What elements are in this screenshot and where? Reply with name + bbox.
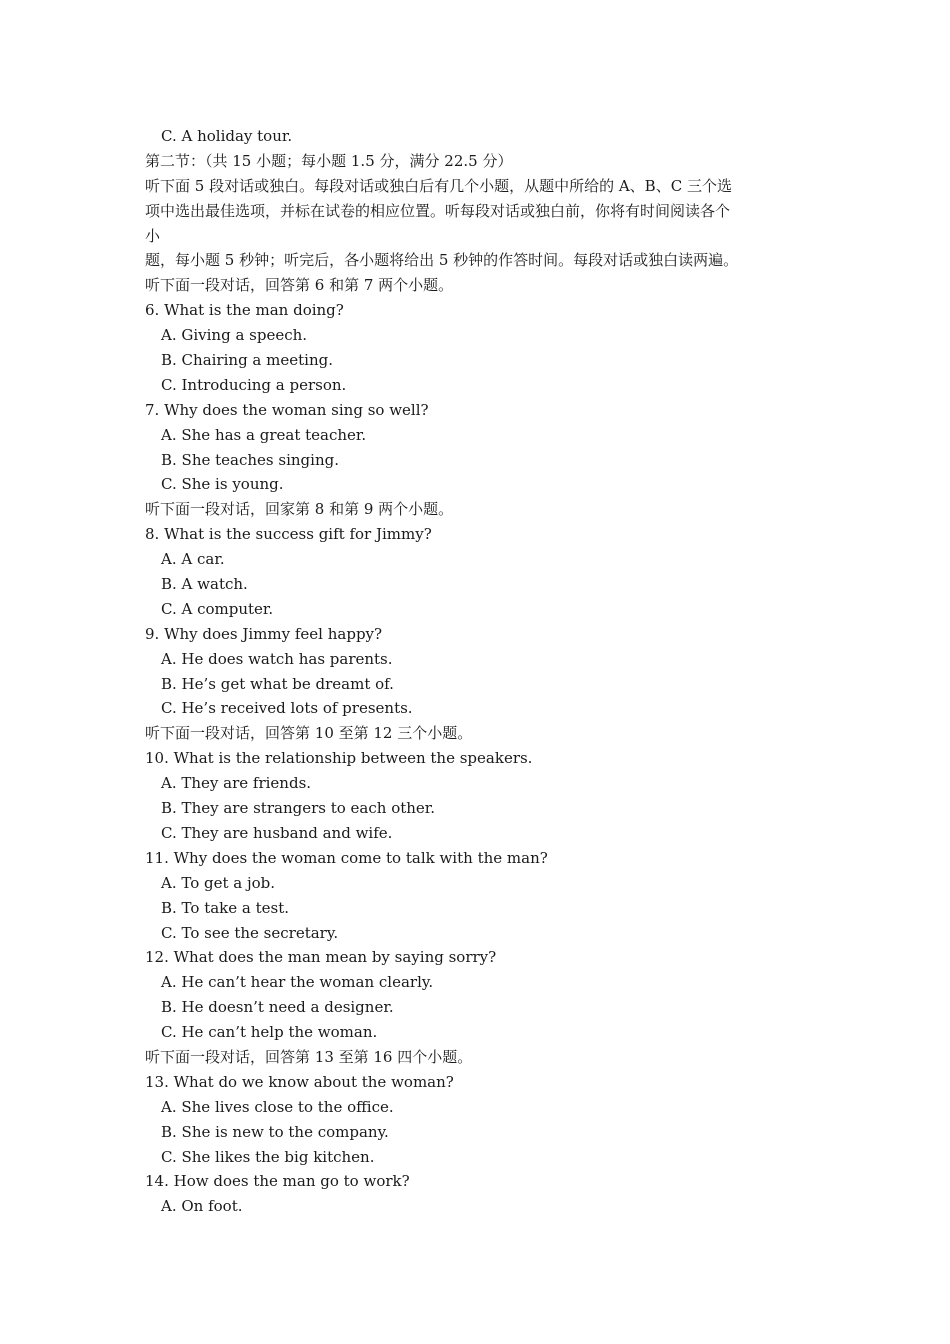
option-line: B. To take a test. — [161, 898, 290, 917]
question-line: 13. What do we know about the woman? — [145, 1072, 454, 1091]
dialogue-instruction: 听下面一段对话，回答第 6 和第 7 两个小题。 — [145, 276, 454, 295]
option-line: B. They are strangers to each other. — [161, 799, 436, 818]
option-line: B. She is new to the company. — [161, 1122, 389, 1141]
option-line: B. A watch. — [161, 575, 248, 594]
option-line: A. He does watch has parents. — [161, 649, 393, 668]
option-line: A. She lives close to the office. — [161, 1097, 394, 1116]
question-line: 7. Why does the woman sing so well? — [145, 400, 429, 419]
question-line: 9. Why does Jimmy feel happy? — [145, 624, 383, 643]
option-line: B. She teaches singing. — [161, 450, 339, 469]
dialogue-instruction: 听下面一段对话，回答第 13 至第 16 四个小题。 — [145, 1047, 473, 1066]
dialogue-instruction: 听下面一段对话，回答第 10 至第 12 三个小题。 — [145, 724, 473, 743]
listening-section — [145, 124, 815, 1219]
option-line: A. She has a great teacher. — [161, 425, 367, 444]
instruction-line: 项中选出最佳选项，并标在试卷的相应位置。听每段对话或独白前，你将有时间阅读各个 — [145, 201, 731, 220]
question-line: 11. Why does the woman come to talk with the man? — [145, 848, 548, 867]
option-line: C. She likes the big kitchen. — [161, 1147, 375, 1166]
section-heading: 第二节：（共 15 小题；每小题 1.5 分，满分 22.5 分） — [145, 151, 513, 170]
option-line: B. He doesn’t need a designer. — [161, 998, 394, 1017]
question-line: 6. What is the man doing? — [145, 301, 344, 320]
question-line: 12. What does the man mean by saying sorry? — [145, 948, 497, 967]
question-line: 8. What is the success gift for Jimmy? — [145, 525, 432, 544]
option-line: C. A holiday tour. — [161, 127, 293, 145]
option-line: C. They are husband and wife. — [161, 823, 393, 842]
option-line: A. To get a job. — [161, 873, 276, 892]
question-line: 14. How does the man go to work? — [145, 1172, 410, 1191]
instruction-line: 题，每小题 5 秒钟；听完后，各小题将给出 5 秒钟的作答时间。每段对话或独白读两遍。 — [145, 251, 739, 270]
option-line: C. Introducing a person. — [161, 375, 347, 394]
option-line: C. A computer. — [161, 599, 274, 618]
option-line: A. He can’t hear the woman clearly. — [161, 973, 434, 992]
option-line: C. To see the secretary. — [161, 923, 339, 942]
option-line: B. He’s get what be dreamt of. — [161, 674, 394, 693]
option-line: C. He’s received lots of presents. — [161, 699, 413, 718]
option-line: A. They are friends. — [161, 774, 312, 793]
question-line: 10. What is the relationship between the speakers. — [145, 749, 533, 768]
option-line: A. Giving a speech. — [161, 326, 308, 345]
instruction-line: 听下面 5 段对话或独白。每段对话或独白后有几个小题，从题中所给的 A、B、C 三个选 — [145, 176, 732, 195]
dialogue-instruction: 听下面一段对话，回家第 8 和第 9 两个小题。 — [145, 500, 454, 519]
option-line: B. Chairing a meeting. — [161, 351, 333, 370]
option-line: A. A car. — [161, 550, 225, 569]
instruction-line: 小 — [145, 226, 161, 245]
option-line: C. He can’t help the woman. — [161, 1023, 378, 1042]
option-line: A. On foot. — [161, 1197, 243, 1216]
option-line: C. She is young. — [161, 475, 284, 494]
